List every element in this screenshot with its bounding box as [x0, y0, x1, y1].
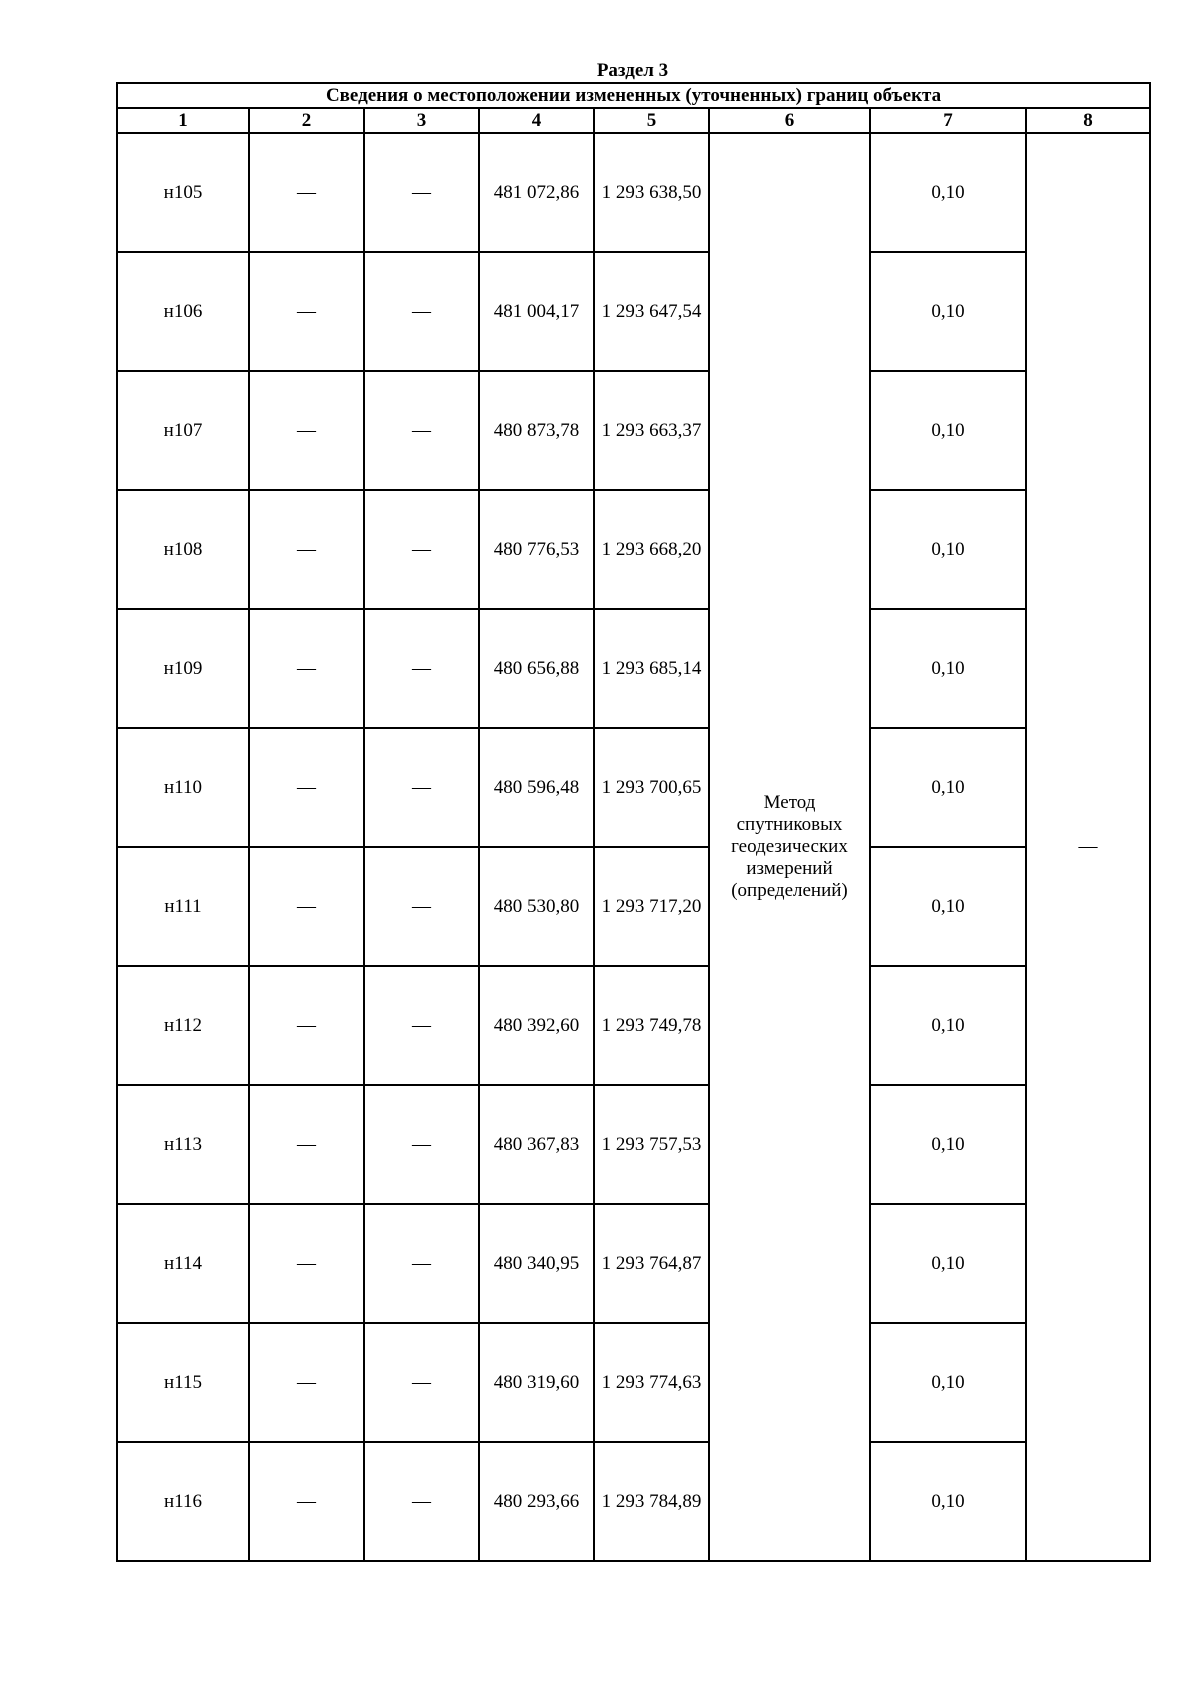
table-row	[117, 847, 1150, 966]
column-2-cell: —	[249, 728, 364, 847]
column-3-cell: —	[364, 252, 479, 371]
y-coordinate-cell: 1 293 638,50	[594, 133, 709, 252]
column-3-cell: —	[364, 371, 479, 490]
column-3-cell: —	[364, 966, 479, 1085]
accuracy-cell: 0,10	[870, 1442, 1026, 1561]
x-coordinate-cell: 481 004,17	[479, 252, 594, 371]
column-numbers-row	[117, 108, 1150, 133]
x-coordinate-cell: 480 392,60	[479, 966, 594, 1085]
method-text-line: измерений	[746, 858, 833, 879]
x-coordinate-cell: 480 319,60	[479, 1323, 594, 1442]
column-3-cell: —	[364, 847, 479, 966]
method-text-line: геодезических	[731, 836, 848, 857]
column-8-cell: —	[1026, 133, 1150, 1561]
y-coordinate-cell: 1 293 668,20	[594, 490, 709, 609]
accuracy-cell: 0,10	[870, 847, 1026, 966]
table-row	[117, 1442, 1150, 1561]
table-row	[117, 252, 1150, 371]
table-caption-row	[117, 83, 1150, 108]
method-text-line: Метод	[763, 792, 816, 813]
accuracy-cell: 0,10	[870, 371, 1026, 490]
point-name-cell: н110	[117, 728, 249, 847]
document-page	[116, 60, 1149, 1562]
accuracy-cell: 0,10	[870, 609, 1026, 728]
point-name-cell: н115	[117, 1323, 249, 1442]
x-coordinate-cell: 480 293,66	[479, 1442, 594, 1561]
section-title: Раздел 3	[596, 60, 669, 81]
y-coordinate-cell: 1 293 764,87	[594, 1204, 709, 1323]
column-3-cell: —	[364, 133, 479, 252]
y-coordinate-cell: 1 293 663,37	[594, 371, 709, 490]
y-coordinate-cell: 1 293 685,14	[594, 609, 709, 728]
point-name-cell: н111	[117, 847, 249, 966]
point-name-cell: н113	[117, 1085, 249, 1204]
column-number: 5	[594, 108, 709, 133]
accuracy-cell: 0,10	[870, 1323, 1026, 1442]
y-coordinate-cell: 1 293 774,63	[594, 1323, 709, 1442]
method-text-line: (определений)	[731, 880, 848, 901]
accuracy-cell: 0,10	[870, 1204, 1026, 1323]
x-coordinate-cell: 480 596,48	[479, 728, 594, 847]
table-row	[117, 728, 1150, 847]
table-row	[117, 133, 1150, 252]
point-name-cell: н112	[117, 966, 249, 1085]
column-number: 7	[870, 108, 1026, 133]
x-coordinate-cell: 480 656,88	[479, 609, 594, 728]
column-2-cell: —	[249, 1442, 364, 1561]
y-coordinate-cell: 1 293 717,20	[594, 847, 709, 966]
x-coordinate-cell: 481 072,86	[479, 133, 594, 252]
x-coordinate-cell: 480 873,78	[479, 371, 594, 490]
column-2-cell: —	[249, 252, 364, 371]
table-row	[117, 966, 1150, 1085]
point-name-cell: н116	[117, 1442, 249, 1561]
table-row	[117, 371, 1150, 490]
x-coordinate-cell: 480 367,83	[479, 1085, 594, 1204]
column-number: 1	[117, 108, 249, 133]
column-number: 3	[364, 108, 479, 133]
x-coordinate-cell: 480 776,53	[479, 490, 594, 609]
column-2-cell: —	[249, 609, 364, 728]
point-name-cell: н114	[117, 1204, 249, 1323]
x-coordinate-cell: 480 530,80	[479, 847, 594, 966]
table-caption: Сведения о местоположении измененных (уточненных) границ объекта	[117, 83, 1150, 108]
accuracy-cell: 0,10	[870, 1085, 1026, 1204]
column-3-cell: —	[364, 1204, 479, 1323]
column-3-cell: —	[364, 609, 479, 728]
column-2-cell: —	[249, 847, 364, 966]
column-2-cell: —	[249, 133, 364, 252]
accuracy-cell: 0,10	[870, 728, 1026, 847]
x-coordinate-cell: 480 340,95	[479, 1204, 594, 1323]
point-name-cell: н105	[117, 133, 249, 252]
boundary-table	[116, 82, 1151, 1562]
accuracy-cell: 0,10	[870, 133, 1026, 252]
column-number: 2	[249, 108, 364, 133]
y-coordinate-cell: 1 293 647,54	[594, 252, 709, 371]
y-coordinate-cell: 1 293 749,78	[594, 966, 709, 1085]
table-row	[117, 1323, 1150, 1442]
column-number: 8	[1026, 108, 1150, 133]
method-text-line: спутниковых	[736, 814, 843, 835]
accuracy-cell: 0,10	[870, 252, 1026, 371]
column-2-cell: —	[249, 490, 364, 609]
point-name-cell: н108	[117, 490, 249, 609]
column-2-cell: —	[249, 1204, 364, 1323]
accuracy-cell: 0,10	[870, 966, 1026, 1085]
table-row	[117, 1204, 1150, 1323]
table-row	[117, 609, 1150, 728]
y-coordinate-cell: 1 293 784,89	[594, 1442, 709, 1561]
table-row	[117, 490, 1150, 609]
point-name-cell: н109	[117, 609, 249, 728]
column-3-cell: —	[364, 728, 479, 847]
column-3-cell: —	[364, 1442, 479, 1561]
y-coordinate-cell: 1 293 700,65	[594, 728, 709, 847]
column-2-cell: —	[249, 1085, 364, 1204]
column-3-cell: —	[364, 1085, 479, 1204]
column-3-cell: —	[364, 1323, 479, 1442]
column-number: 4	[479, 108, 594, 133]
column-2-cell: —	[249, 1323, 364, 1442]
y-coordinate-cell: 1 293 757,53	[594, 1085, 709, 1204]
method-cell	[709, 133, 870, 1561]
point-name-cell: н106	[117, 252, 249, 371]
column-3-cell: —	[364, 490, 479, 609]
column-2-cell: —	[249, 966, 364, 1085]
table-row	[117, 1085, 1150, 1204]
column-2-cell: —	[249, 371, 364, 490]
accuracy-cell: 0,10	[870, 490, 1026, 609]
column-number: 6	[709, 108, 870, 133]
point-name-cell: н107	[117, 371, 249, 490]
